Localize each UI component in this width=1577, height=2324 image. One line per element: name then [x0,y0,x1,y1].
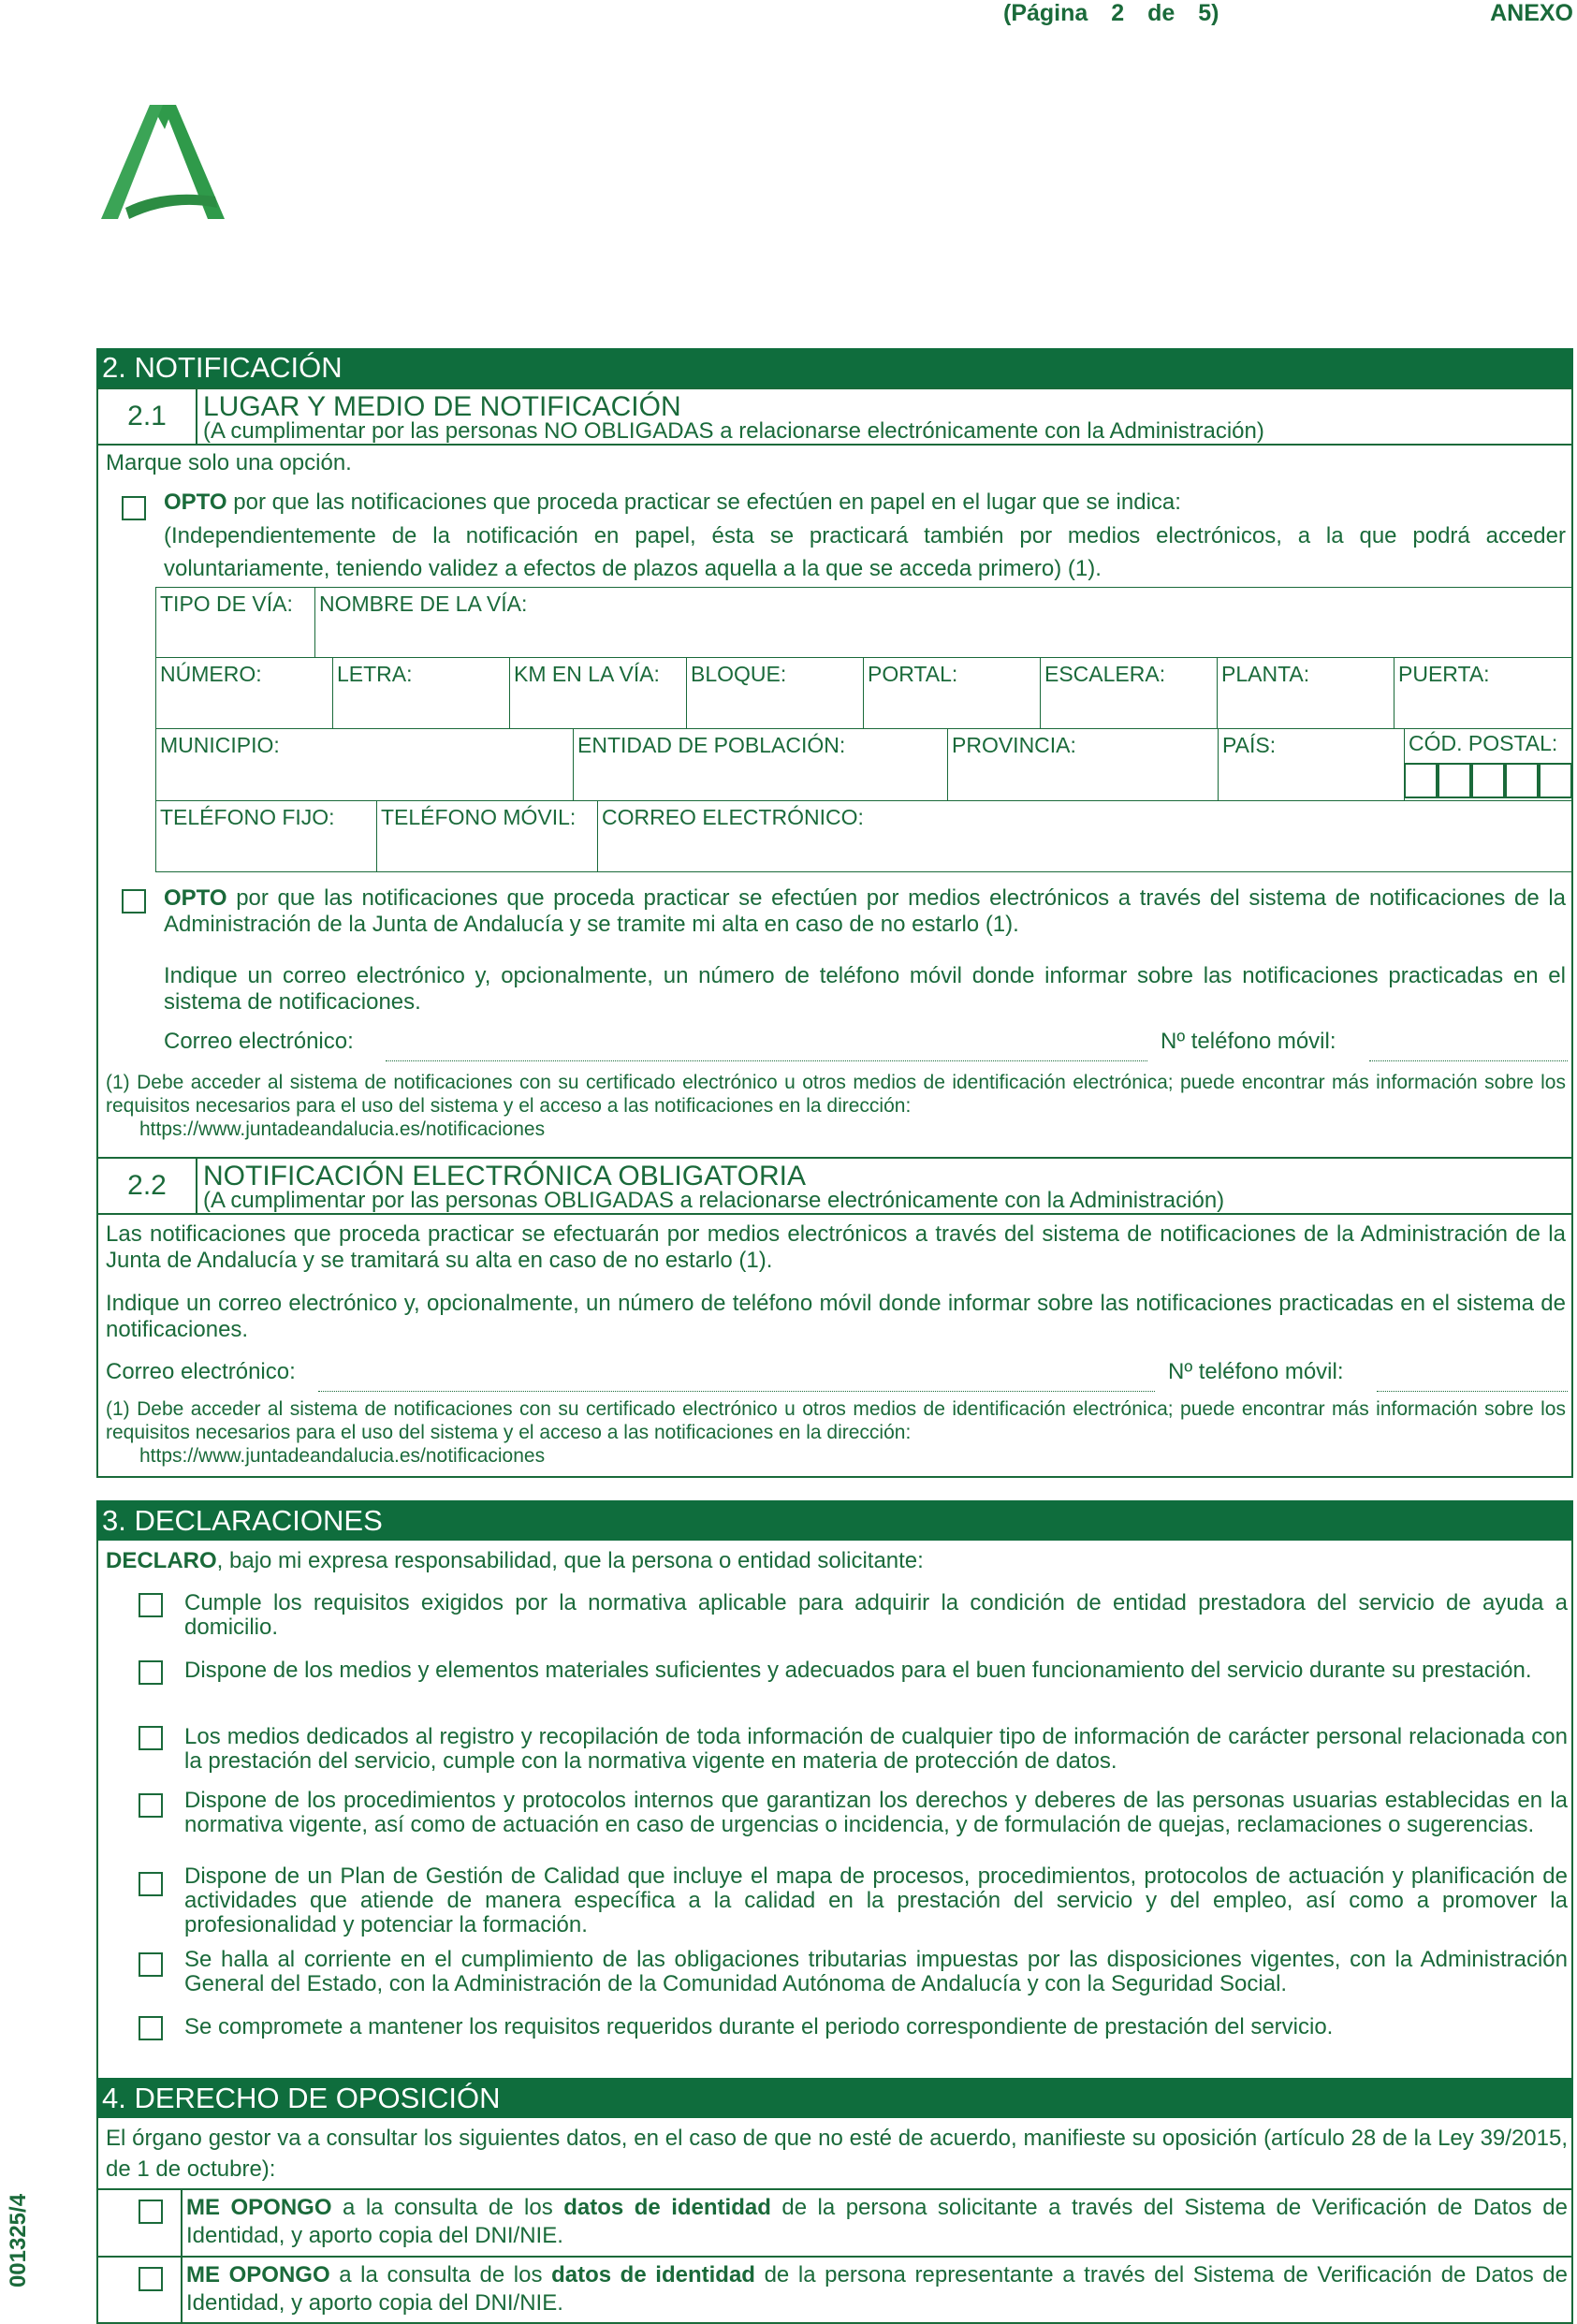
field-tipo-via[interactable] [155,587,315,658]
field-nombre-via[interactable] [314,587,1573,658]
page-label: (Página [1003,0,1088,26]
footnote-2-1-url: https://www.juntadeandalucia.es/notificaciones [139,1118,546,1140]
subsection-2-2-header [96,1157,1573,1215]
postal-digit-1[interactable] [1404,763,1438,798]
declaration-checkbox-4[interactable] [139,1793,163,1818]
opposition-text-1 [186,2194,1568,2250]
declaration-item-4: Dispone de los procedimientos y protocolos internos que garantizan los derechos y deberes de las personas usuarias establecidas en la normativa vigente, así como de actuación en caso de urgencias o incidencia, y de formulación de quejas, reclamaciones o sugerencias. [184,1788,1568,1837]
field-tipo-via-label: TIPO DE VÍA: [160,592,293,616]
field-correo-label: CORREO ELECTRÓNICO: [602,805,864,829]
phone-input-2-1[interactable] [1369,1060,1568,1061]
declaro-intro [106,1548,924,1574]
opposition-bold-2: ME OPONGO [186,2262,330,2287]
field-puerta[interactable] [1394,657,1573,729]
opposition-checkbox-1[interactable] [139,2200,163,2224]
opposition-t2-2: de la persona representante a través del Sistema de Verificación de Datos de Identidad, y aporto copia del DNI/NIE. [186,2262,1569,2316]
field-letra-label: LETRA: [337,662,413,686]
opposition-t1-1: a la consulta de los [331,2195,564,2220]
footnote-2-2-url: https://www.juntadeandalucia.es/notificaciones [139,1445,546,1467]
subsection-note: (A cumplimentar por las personas NO OBLIGADAS a relacionarse electrónicamente con la Administración) [203,418,1264,444]
field-planta-label: PLANTA: [1221,662,1310,686]
declaro-text: , bajo mi expresa responsabilidad, que la persona o entidad solicitante: [216,1548,924,1573]
declaration-item-5: Dispone de un Plan de Gestión de Calidad que incluye el mapa de procesos, procedimientos, protocolos de actuación y planificación de actividades que atiende de manera específica a la calidad en la prestación del servicio y del empleo, así como a promover la profesionalidad y potenciar la formación. [184,1864,1568,1937]
subsection-number: 2.1 [98,389,197,444]
field-km-label: KM EN LA VÍA: [514,662,660,686]
declaration-item-3: Los medios dedicados al registro y recopilación de toda información de cualquier tipo de información de carácter personal relacionada con la prestación del servicio, cumple con la normativa vigente en materia de protección de datos. [184,1724,1568,1774]
field-numero[interactable] [155,657,333,729]
footnote-2-1-text: (1) Debe acceder al sistema de notificaciones con su certificado electrónico u otros medios de identificación electrónica; puede encontrar más información sobre los requisitos necesarios para el uso del sistema y el acceso a las notificaciones en la dirección: [106,1072,1566,1117]
page-close: ) [1211,0,1219,26]
section-2-header: 2. NOTIFICACIÓN [96,348,1573,387]
footnote-2-1 [106,1071,1566,1141]
page-total: 5 [1198,0,1212,26]
declaration-checkbox-1[interactable] [139,1593,163,1617]
field-tel-movil[interactable] [376,800,598,872]
declaration-item-2: Dispone de los medios y elementos materiales suficientes y adecuados para el buen funcionamiento del servicio durante su prestación. [184,1658,1532,1683]
field-planta[interactable] [1217,657,1394,729]
subsection-note: (A cumplimentar por las personas OBLIGADAS a relacionarse electrónicamente con la Administración) [203,1188,1225,1213]
subsection-2-1-header [96,387,1573,446]
field-tel-fijo-label: TELÉFONO FIJO: [160,805,335,829]
field-letra[interactable] [332,657,510,729]
field-nombre-via-label: NOMBRE DE LA VÍA: [319,592,528,616]
section-4-header: 4. DERECHO DE OPOSICIÓN [96,2078,1573,2118]
field-municipio-label: MUNICIPIO: [160,733,280,757]
mandatory-text-2: Indique un correo electrónico y, opcionalmente, un número de teléfono móvil donde informar sobre las notificaciones practicadas en el sistema de notificaciones. [106,1291,1566,1342]
annex-label: ANEXO [1490,0,1573,26]
postal-digit-5[interactable] [1539,763,1572,798]
footnote-2-2-text: (1) Debe acceder al sistema de notificaciones con su certificado electrónico u otros medios de identificación electrónica; puede encontrar más información sobre los requisitos necesarios para el uso del sistema y el acceso a las notificaciones en la dirección: [106,1398,1566,1443]
opt-electronic-checkbox[interactable] [122,889,146,914]
opt-paper-detail: (Independientemente de la notificación en papel, ésta se practicará también por medios electrónicos, a la que podrá acceder voluntariamente, teniendo validez a efectos de plazos aquella a la que se acceda primero) (1). [164,523,1566,581]
declaration-checkbox-2[interactable] [139,1660,163,1685]
form-code: 001325/4 [6,2193,32,2288]
email-input-2-2[interactable] [318,1391,1155,1392]
page-number: 2 [1111,0,1125,26]
declaration-checkbox-5[interactable] [139,1872,163,1896]
declaro-bold: DECLARO [106,1548,217,1573]
field-municipio[interactable] [155,728,574,801]
email-label-2-1: Correo electrónico: [164,1029,354,1054]
phone-label-2-2: Nº teléfono móvil: [1168,1359,1344,1384]
opposition-intro: El órgano gestor va a consultar los siguientes datos, en el caso de que no esté de acuerdo, manifieste su oposición (artículo 28 de la Ley 39/2015, de 1 de octubre): [106,2126,1568,2182]
opt-paper-text: por que las notificaciones que proceda practicar se efectúen en papel en el lugar que se indica: [226,490,1181,515]
field-bloque[interactable] [686,657,864,729]
opposition-bold-1: ME OPONGO [186,2195,332,2220]
email-label-2-2: Correo electrónico: [106,1359,296,1384]
field-puerta-label: PUERTA: [1398,662,1490,686]
field-portal-label: PORTAL: [868,662,958,686]
field-portal[interactable] [863,657,1041,729]
field-pais[interactable] [1218,728,1405,801]
phone-input-2-2[interactable] [1377,1391,1568,1392]
opt-paper-label [164,490,1181,516]
junta-andalucia-logo [97,97,228,228]
field-numero-label: NÚMERO: [160,662,262,686]
instruction-text: Marque solo una opción. [106,450,352,475]
postal-digit-4[interactable] [1505,763,1539,798]
field-escalera[interactable] [1040,657,1218,729]
opposition-row-separator [96,2256,1573,2258]
mandatory-text-1: Las notificaciones que proceda practicar se efectuarán por medios electrónicos a través del sistema de notificaciones de la Administración de la Junta de Andalucía y se tramitará su alta en caso de no estarlo (1). [106,1221,1566,1273]
field-km[interactable] [509,657,687,729]
field-tel-movil-label: TELÉFONO MÓVIL: [381,805,577,829]
opt-electronic-text: por que las notificaciones que proceda practicar se efectúen por medios electrónicos a través del sistema de notificaciones de la Administración de la Junta de Andalucía y se tramite mi alta en caso de no estarlo (1). [164,885,1566,937]
opposition-checkbox-2[interactable] [139,2267,163,2291]
field-provincia-label: PROVINCIA: [952,733,1076,757]
opposition-text-2 [186,2261,1568,2317]
field-cod-postal-label: CÓD. POSTAL: [1409,731,1558,755]
field-pais-label: PAÍS: [1222,733,1277,757]
opt-electronic-indicate: Indique un correo electrónico y, opcionalmente, un número de teléfono móvil donde informar sobre las notificaciones practicadas en el sistema de notificaciones. [164,963,1566,1015]
declaration-checkbox-7[interactable] [139,2016,163,2040]
opt-electronic-bold: OPTO [164,885,227,911]
footnote-2-2 [106,1397,1566,1468]
opposition-bold-data-2: datos de identidad [551,2262,755,2287]
phone-label-2-1: Nº teléfono móvil: [1161,1029,1336,1054]
declaration-item-1: Cumple los requisitos exigidos por la normativa aplicable para adquirir la condición de entidad prestadora del servicio de ayuda a domicilio. [184,1590,1568,1640]
declaration-item-7: Se compromete a mantener los requisitos requeridos durante el periodo correspondiente de prestación del servicio. [184,2014,1334,2039]
subsection-title: LUGAR Y MEDIO DE NOTIFICACIÓN [203,391,681,422]
opposition-bold-data-1: datos de identidad [563,2195,771,2220]
field-tel-fijo[interactable] [155,800,377,872]
postal-digit-3[interactable] [1471,763,1505,798]
opposition-t1-2: a la consulta de los [329,2262,552,2287]
subsection-title: NOTIFICACIÓN ELECTRÓNICA OBLIGATORIA [203,1161,806,1191]
opt-electronic-label [164,885,1566,938]
declaration-item-6: Se halla al corriente en el cumplimiento de las obligaciones tributarias impuestas por las disposiciones vigentes, con la Administración General del Estado, con la Administración de la Comunidad Autónoma de Andalucía y con la Seguridad Social. [184,1947,1568,1996]
page-of: de [1147,0,1175,26]
opt-paper-checkbox[interactable] [122,496,146,520]
subsection-number: 2.2 [98,1159,197,1213]
field-bloque-label: BLOQUE: [691,662,787,686]
field-escalera-label: ESCALERA: [1044,662,1166,686]
field-correo[interactable] [597,800,1573,872]
declaration-checkbox-3[interactable] [139,1726,163,1750]
field-provincia[interactable] [947,728,1219,801]
email-input-2-1[interactable] [386,1060,1147,1061]
postal-digit-2[interactable] [1438,763,1471,798]
page-indicator [1003,0,1219,27]
section-3-header: 3. DECLARACIONES [96,1500,1573,1541]
field-entidad[interactable] [573,728,948,801]
opposition-t2-1: de la persona solicitante a través del Sistema de Verificación de Datos de Identidad, y aporto copia del DNI/NIE. [186,2195,1568,2248]
opt-paper-bold: OPTO [164,490,227,515]
field-entidad-label: ENTIDAD DE POBLACIÓN: [577,733,846,757]
declaration-checkbox-6[interactable] [139,1952,163,1977]
